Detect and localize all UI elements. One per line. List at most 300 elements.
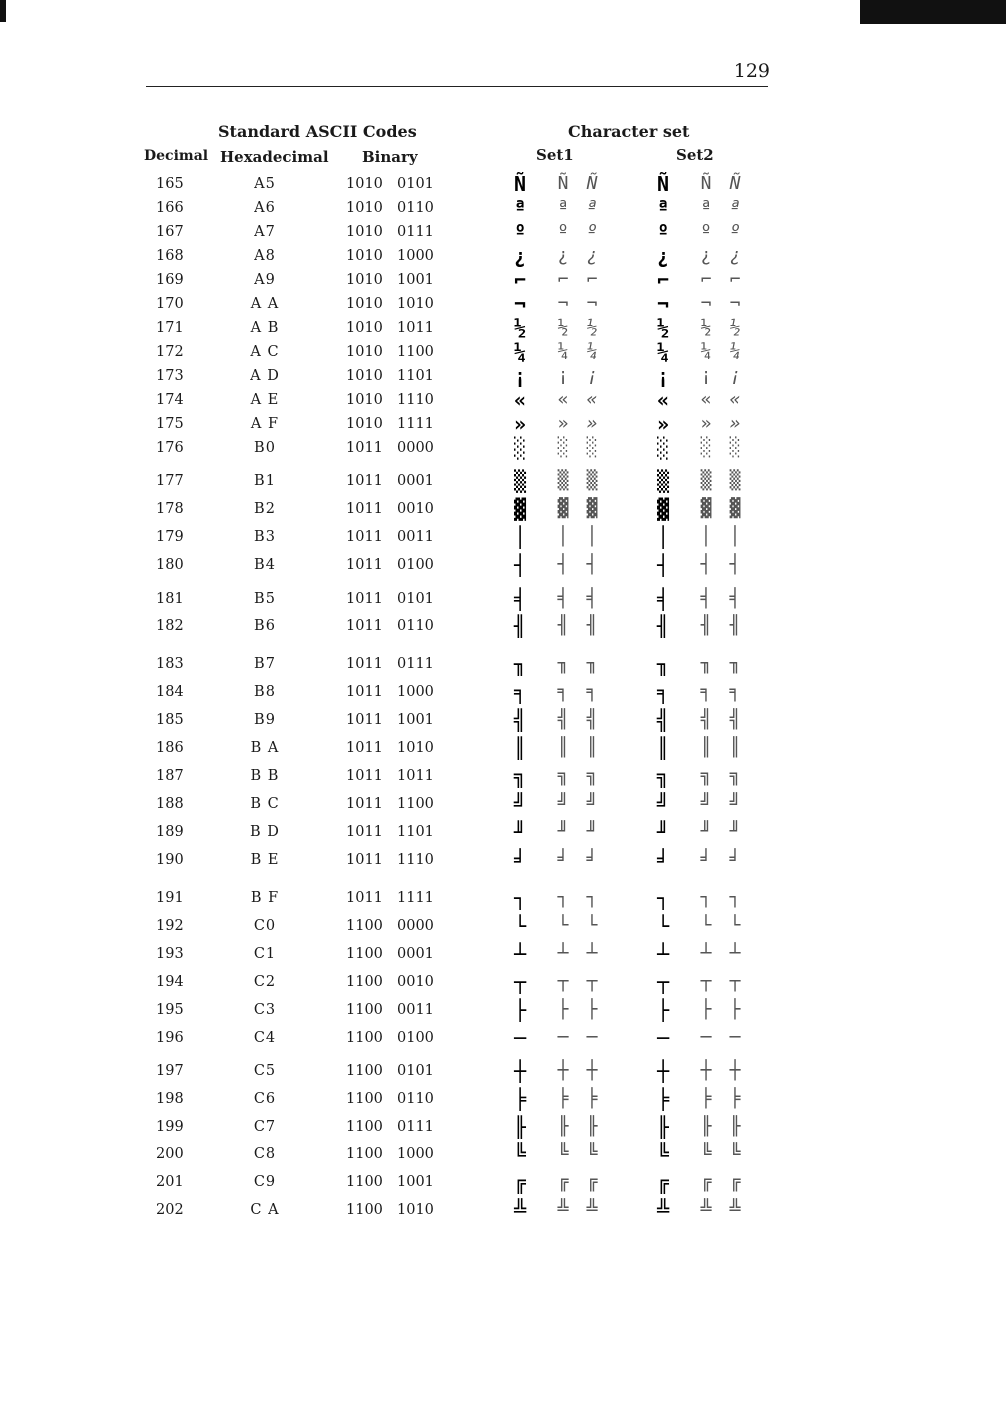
binary-low-nibble-cell: 1001 [397, 712, 434, 728]
binary-high-nibble-cell: 1011 [346, 440, 383, 456]
binary-high-nibble-cell: 1011 [346, 591, 383, 607]
binary-high-nibble-cell: 1100 [346, 1091, 383, 1107]
binary-high-nibble-cell: 1011 [346, 796, 383, 812]
binary-high-nibble-cell: 1100 [346, 1063, 383, 1079]
set2-glyph-nlq: ⌐ [700, 269, 712, 290]
table-row [0, 1115, 1006, 1139]
hexadecimal-cell: A E [250, 392, 280, 408]
binary-high-nibble-cell: 1010 [346, 320, 383, 336]
set1-glyph-italic: ╜ [586, 821, 598, 842]
table-row [0, 469, 1006, 493]
set1-glyph-italic: ┤ [586, 554, 598, 575]
set2-glyph-italic: ╜ [729, 821, 741, 842]
set2-glyph-italic: ┐ [729, 887, 741, 908]
set1-glyph-draft: ╔ [513, 1170, 527, 1194]
decimal-cell: 196 [156, 1030, 184, 1046]
set2-glyph-nlq: ╗ [700, 765, 712, 786]
decimal-cell: 186 [156, 740, 184, 756]
set1-glyph-nlq: └ [557, 915, 569, 936]
set1-glyph-nlq: ¿ [557, 245, 569, 266]
table-row [0, 886, 1006, 910]
hexadecimal-cell: A A [250, 296, 280, 312]
hexadecimal-cell: B F [250, 890, 280, 906]
set2-glyph-draft: ╔ [656, 1170, 670, 1194]
binary-low-nibble-cell: 0100 [397, 557, 434, 573]
hexadecimal-cell: A C [250, 344, 280, 360]
set1-glyph-draft: ▒ [513, 469, 527, 493]
set1-glyph-italic: ┴ [586, 943, 598, 964]
decimal-cell: 191 [156, 890, 184, 906]
decimal-cell: 200 [156, 1146, 184, 1162]
set2-glyph-italic: ╟ [729, 1116, 741, 1137]
set1-glyph-italic: ├ [586, 999, 598, 1020]
set1-glyph-italic: ║ [586, 737, 598, 758]
set2-glyph-italic: ┼ [729, 1060, 741, 1081]
table-row [0, 196, 1006, 220]
set2-glyph-draft: ┤ [656, 553, 670, 577]
set1-glyph-nlq: ┴ [557, 943, 569, 964]
set2-glyph-draft: ├ [656, 998, 670, 1022]
set2-glyph-nlq: ¬ [700, 293, 712, 314]
binary-high-nibble-cell: 1100 [346, 1202, 383, 1218]
binary-low-nibble-cell: 0010 [397, 501, 434, 517]
set2-glyph-nlq: ╟ [700, 1116, 712, 1137]
set2-glyph-italic: ╡ [729, 588, 741, 609]
decimal-cell: 198 [156, 1091, 184, 1107]
set2-glyph-nlq: º [700, 221, 712, 242]
set1-glyph-draft: ╝ [513, 792, 527, 816]
set1-glyph-italic: └ [586, 915, 598, 936]
decimal-cell: 174 [156, 392, 184, 408]
set1-glyph-italic: ╕ [586, 681, 598, 702]
hexadecimal-cell: A D [250, 368, 280, 384]
set2-glyph-draft: ¬ [656, 292, 670, 316]
binary-high-nibble-cell: 1011 [346, 712, 383, 728]
binary-low-nibble-cell: 1010 [397, 740, 434, 756]
set2-glyph-draft: ╟ [656, 1115, 670, 1139]
hexadecimal-cell: B E [250, 852, 280, 868]
set1-glyph-nlq: ¡ [557, 365, 569, 386]
table-row [0, 587, 1006, 611]
hexadecimal-cell: C8 [253, 1146, 277, 1162]
set1-glyph-italic: ▒ [586, 470, 598, 491]
set1-glyph-draft: ╖ [513, 652, 527, 676]
set2-glyph-draft: º [656, 220, 670, 244]
binary-high-nibble-cell: 1100 [346, 1119, 383, 1135]
set1-glyph-nlq: ║ [557, 737, 569, 758]
table-row [0, 652, 1006, 676]
binary-low-nibble-cell: 0001 [397, 473, 434, 489]
hexadecimal-cell: B5 [254, 591, 276, 607]
set1-glyph-draft: Ñ [513, 172, 527, 196]
binary-high-nibble-cell: 1011 [346, 684, 383, 700]
binary-low-nibble-cell: 0101 [397, 176, 434, 192]
set1-glyph-italic: ╔ [586, 1171, 598, 1192]
set1-glyph-draft: ║ [513, 736, 527, 760]
binary-high-nibble-cell: 1100 [346, 1030, 383, 1046]
set1-glyph-draft: ╚ [513, 1142, 527, 1166]
table-row [0, 1059, 1006, 1083]
set1-glyph-draft: ┬ [513, 970, 527, 994]
binary-high-nibble-cell: 1011 [346, 890, 383, 906]
set1-glyph-draft: └ [513, 914, 527, 938]
set1-glyph-italic: ╝ [586, 793, 598, 814]
set1-glyph-italic: º [586, 221, 598, 242]
binary-high-nibble-cell: 1011 [346, 656, 383, 672]
set2-glyph-draft: ┼ [656, 1059, 670, 1083]
set2-glyph-nlq: ░ [700, 437, 712, 458]
set1-glyph-draft: « [513, 388, 527, 412]
hexadecimal-cell: B2 [254, 501, 276, 517]
binary-low-nibble-cell: 1100 [397, 344, 434, 360]
decimal-cell: 166 [156, 200, 184, 216]
set1-glyph-draft: ░ [513, 436, 527, 460]
binary-low-nibble-cell: 0000 [397, 440, 434, 456]
set2-glyph-draft: ╗ [656, 764, 670, 788]
binary-high-nibble-cell: 1100 [346, 918, 383, 934]
set1-glyph-draft: ¿ [513, 244, 527, 268]
binary-high-nibble-cell: 1011 [346, 852, 383, 868]
set2-glyph-draft: ╚ [656, 1142, 670, 1166]
table-row [0, 1142, 1006, 1166]
set2-glyph-nlq: » [700, 413, 712, 434]
set2-glyph-nlq: ╢ [700, 615, 712, 636]
hexadecimal-cell: B A [250, 740, 280, 756]
binary-high-nibble-cell: 1010 [346, 224, 383, 240]
table-row [0, 1026, 1006, 1050]
set2-glyph-draft: ─ [656, 1026, 670, 1050]
binary-low-nibble-cell: 0100 [397, 1030, 434, 1046]
set2-glyph-draft: ╜ [656, 820, 670, 844]
set1-glyph-nlq: ª [557, 197, 569, 218]
decimal-cell: 177 [156, 473, 184, 489]
set2-glyph-draft: ░ [656, 436, 670, 460]
binary-low-nibble-cell: 1101 [397, 368, 434, 384]
binary-low-nibble-cell: 0000 [397, 918, 434, 934]
decimal-cell: 173 [156, 368, 184, 384]
binary-low-nibble-cell: 1001 [397, 1174, 434, 1190]
binary-high-nibble-cell: 1100 [346, 974, 383, 990]
binary-high-nibble-cell: 1010 [346, 248, 383, 264]
set2-glyph-italic: ─ [729, 1027, 741, 1048]
binary-high-nibble-cell: 1100 [346, 1174, 383, 1190]
set2-glyph-nlq: ╞ [700, 1088, 712, 1109]
set1-glyph-italic: ¡ [586, 365, 598, 386]
table-row [0, 914, 1006, 938]
binary-low-nibble-cell: 1101 [397, 824, 434, 840]
binary-high-nibble-cell: 1011 [346, 529, 383, 545]
set1-glyph-italic: » [586, 413, 598, 434]
table-row [0, 436, 1006, 460]
set2-glyph-italic: ╖ [729, 653, 741, 674]
table-row [0, 680, 1006, 704]
binary-low-nibble-cell: 1000 [397, 684, 434, 700]
set2-glyph-nlq: ╡ [700, 588, 712, 609]
table-row [0, 820, 1006, 844]
hexadecimal-cell: C2 [253, 974, 277, 990]
set1-glyph-draft: ╣ [513, 708, 527, 732]
set2-glyph-nlq: ╩ [700, 1199, 712, 1220]
decimal-cell: 176 [156, 440, 184, 456]
set1-glyph-nlq: ┬ [557, 971, 569, 992]
hexadecimal-cell: A B [250, 320, 280, 336]
binary-high-nibble-cell: 1100 [346, 1146, 383, 1162]
hexadecimal-cell: A F [250, 416, 280, 432]
table-row [0, 998, 1006, 1022]
set2-glyph-draft: ╡ [656, 587, 670, 611]
set1-glyph-italic: ¿ [586, 245, 598, 266]
set1-glyph-italic: ▓ [586, 498, 598, 519]
set2-glyph-italic: ¡ [729, 365, 741, 386]
set1-glyph-draft: ┤ [513, 553, 527, 577]
table-row [0, 292, 1006, 316]
set2-glyph-italic: ╛ [729, 849, 741, 870]
set1-glyph-italic: ╟ [586, 1116, 598, 1137]
set1-glyph-draft: ½ [513, 316, 527, 340]
set1-glyph-nlq: ½ [557, 317, 569, 338]
set1-glyph-draft: ╟ [513, 1115, 527, 1139]
decimal-cell: 193 [156, 946, 184, 962]
binary-high-nibble-cell: 1010 [346, 392, 383, 408]
binary-low-nibble-cell: 1110 [397, 852, 434, 868]
set2-glyph-draft: │ [656, 525, 670, 549]
set1-glyph-italic: ╩ [586, 1199, 598, 1220]
hexadecimal-cell: C3 [253, 1002, 277, 1018]
set1-glyph-nlq: │ [557, 526, 569, 547]
set2-glyph-italic: ¿ [729, 245, 741, 266]
set1-glyph-italic: ┼ [586, 1060, 598, 1081]
decimal-cell: 194 [156, 974, 184, 990]
set2-glyph-italic: ┬ [729, 971, 741, 992]
set2-glyph-draft: ╖ [656, 652, 670, 676]
set1-glyph-italic: ╚ [586, 1143, 598, 1164]
set1-glyph-draft: ╡ [513, 587, 527, 611]
binary-high-nibble-cell: 1011 [346, 740, 383, 756]
set2-glyph-nlq: ╚ [700, 1143, 712, 1164]
hexadecimal-cell: B B [250, 768, 280, 784]
set2-glyph-nlq: Ñ [700, 173, 712, 194]
set1-glyph-nlq: Ñ [557, 173, 569, 194]
set1-glyph-nlq: ╢ [557, 615, 569, 636]
binary-low-nibble-cell: 0110 [397, 618, 434, 634]
binary-low-nibble-cell: 0111 [397, 1119, 434, 1135]
set1-glyph-draft: ▓ [513, 497, 527, 521]
character-set-heading: Character set [568, 122, 690, 141]
binary-low-nibble-cell: 0010 [397, 974, 434, 990]
set1-glyph-draft: ╜ [513, 820, 527, 844]
set2-glyph-italic: ¼ [729, 341, 741, 362]
set2-glyph-draft: » [656, 412, 670, 436]
decimal-cell: 178 [156, 501, 184, 517]
set2-glyph-italic: ┤ [729, 554, 741, 575]
set1-glyph-italic: ¼ [586, 341, 598, 362]
table-row [0, 1170, 1006, 1194]
set1-glyph-nlq: ¬ [557, 293, 569, 314]
decimal-cell: 199 [156, 1119, 184, 1135]
hexadecimal-cell: B3 [254, 529, 276, 545]
table-row [0, 708, 1006, 732]
set2-glyph-nlq: ┴ [700, 943, 712, 964]
set2-glyph-italic: ¬ [729, 293, 741, 314]
set1-glyph-italic: ⌐ [586, 269, 598, 290]
set2-glyph-draft: ╕ [656, 680, 670, 704]
decimal-cell: 180 [156, 557, 184, 573]
binary-low-nibble-cell: 1010 [397, 296, 434, 312]
binary-high-nibble-cell: 1010 [346, 272, 383, 288]
set2-glyph-nlq: ▓ [700, 498, 712, 519]
binary-high-nibble-cell: 1100 [346, 1002, 383, 1018]
set1-glyph-nlq: ╗ [557, 765, 569, 786]
table-row [0, 340, 1006, 364]
binary-low-nibble-cell: 1110 [397, 392, 434, 408]
set1-glyph-italic: ╖ [586, 653, 598, 674]
set2-glyph-draft: ▒ [656, 469, 670, 493]
set2-glyph-nlq: ¿ [700, 245, 712, 266]
set2-glyph-italic: └ [729, 915, 741, 936]
table-row [0, 736, 1006, 760]
hexadecimal-cell: B9 [254, 712, 276, 728]
hexadecimal-cell: B7 [254, 656, 276, 672]
binary-low-nibble-cell: 1111 [397, 890, 434, 906]
binary-high-nibble-cell: 1011 [346, 473, 383, 489]
set2-glyph-italic: ╗ [729, 765, 741, 786]
set1-glyph-draft: » [513, 412, 527, 436]
set1-glyph-draft: │ [513, 525, 527, 549]
set2-glyph-nlq: ╖ [700, 653, 712, 674]
set1-glyph-draft: ¼ [513, 340, 527, 364]
set2-glyph-nlq: ╛ [700, 849, 712, 870]
binary-low-nibble-cell: 0110 [397, 1091, 434, 1107]
set1-glyph-draft: ⌐ [513, 268, 527, 292]
table-row [0, 412, 1006, 436]
table-row [0, 614, 1006, 638]
decimal-cell: 182 [156, 618, 184, 634]
set1-glyph-draft: ╩ [513, 1198, 527, 1222]
set1-glyph-nlq: ╞ [557, 1088, 569, 1109]
set2-glyph-italic: ├ [729, 999, 741, 1020]
set2-glyph-nlq: ┼ [700, 1060, 712, 1081]
table-row [0, 1198, 1006, 1222]
set1-glyph-nlq: ├ [557, 999, 569, 1020]
set2-glyph-draft: ¡ [656, 364, 670, 388]
table-row [0, 220, 1006, 244]
set1-glyph-draft: ╢ [513, 614, 527, 638]
set1-glyph-nlq: ▓ [557, 498, 569, 519]
set2-glyph-draft: ┴ [656, 942, 670, 966]
set1-glyph-italic: ╡ [586, 588, 598, 609]
set1-glyph-draft: ├ [513, 998, 527, 1022]
binary-high-nibble-cell: 1010 [346, 296, 383, 312]
set1-glyph-nlq: ╕ [557, 681, 569, 702]
decimal-cell: 195 [156, 1002, 184, 1018]
set1-glyph-nlq: ╡ [557, 588, 569, 609]
hexadecimal-cell: B C [250, 796, 280, 812]
hexadecimal-cell: C A [250, 1202, 280, 1218]
set2-glyph-draft: ║ [656, 736, 670, 760]
binary-column-header: Binary [362, 148, 418, 166]
binary-high-nibble-cell: 1011 [346, 768, 383, 784]
set1-glyph-italic: │ [586, 526, 598, 547]
hexadecimal-cell: A9 [254, 272, 276, 288]
set1-glyph-italic: ┬ [586, 971, 598, 992]
set1-glyph-italic: ╗ [586, 765, 598, 786]
set2-glyph-italic: ╝ [729, 793, 741, 814]
set1-glyph-nlq: º [557, 221, 569, 242]
set1-glyph-nlq: ░ [557, 437, 569, 458]
decimal-cell: 190 [156, 852, 184, 868]
binary-low-nibble-cell: 0111 [397, 224, 434, 240]
set2-glyph-italic: » [729, 413, 741, 434]
set2-glyph-draft: ╞ [656, 1087, 670, 1111]
set1-glyph-italic: ╞ [586, 1088, 598, 1109]
binary-high-nibble-cell: 1010 [346, 416, 383, 432]
set2-glyph-draft: ⌐ [656, 268, 670, 292]
set1-glyph-draft: ╕ [513, 680, 527, 704]
set2-glyph-nlq: ╜ [700, 821, 712, 842]
binary-low-nibble-cell: 1011 [397, 320, 434, 336]
set1-glyph-nlq: ╣ [557, 709, 569, 730]
set2-glyph-draft: Ñ [656, 172, 670, 196]
set1-glyph-nlq: ¼ [557, 341, 569, 362]
decimal-cell: 167 [156, 224, 184, 240]
set2-glyph-italic: ║ [729, 737, 741, 758]
hexadecimal-cell: C9 [253, 1174, 277, 1190]
set2-glyph-nlq: └ [700, 915, 712, 936]
binary-low-nibble-cell: 0001 [397, 946, 434, 962]
binary-high-nibble-cell: 1011 [346, 824, 383, 840]
set2-glyph-draft: ╛ [656, 848, 670, 872]
decimal-cell: 172 [156, 344, 184, 360]
set2-glyph-italic: ▓ [729, 498, 741, 519]
hexadecimal-cell: C1 [253, 946, 277, 962]
set1-glyph-italic: ┐ [586, 887, 598, 908]
table-row [0, 268, 1006, 292]
set1-glyph-nlq: ╖ [557, 653, 569, 674]
set2-glyph-nlq: │ [700, 526, 712, 547]
page-number: 129 [733, 60, 770, 82]
set1-glyph-nlq: » [557, 413, 569, 434]
set2-glyph-italic: ╚ [729, 1143, 741, 1164]
set1-glyph-draft: ª [513, 196, 527, 220]
set2-glyph-italic: ┴ [729, 943, 741, 964]
set1-glyph-draft: º [513, 220, 527, 244]
hexadecimal-cell: B8 [254, 684, 276, 700]
set2-glyph-nlq: ├ [700, 999, 712, 1020]
set1-glyph-nlq: ╚ [557, 1143, 569, 1164]
hexadecimal-column-header: Hexadecimal [220, 148, 329, 166]
binary-high-nibble-cell: 1011 [346, 557, 383, 573]
set1-glyph-nlq: ╔ [557, 1171, 569, 1192]
set2-glyph-nlq: ½ [700, 317, 712, 338]
table-row [0, 553, 1006, 577]
set1-glyph-draft: ┴ [513, 942, 527, 966]
set2-glyph-draft: └ [656, 914, 670, 938]
table-row [0, 1087, 1006, 1111]
set2-glyph-draft: ╣ [656, 708, 670, 732]
decimal-cell: 165 [156, 176, 184, 192]
table-row [0, 970, 1006, 994]
binary-low-nibble-cell: 1000 [397, 1146, 434, 1162]
decimal-cell: 201 [156, 1174, 184, 1190]
set2-glyph-draft: ¼ [656, 340, 670, 364]
set1-glyph-italic: ─ [586, 1027, 598, 1048]
set2-glyph-nlq: ─ [700, 1027, 712, 1048]
set1-glyph-nlq: ╜ [557, 821, 569, 842]
binary-low-nibble-cell: 1010 [397, 1202, 434, 1218]
set2-glyph-draft: ▓ [656, 497, 670, 521]
hexadecimal-cell: B4 [254, 557, 276, 573]
set2-glyph-italic: ╩ [729, 1199, 741, 1220]
